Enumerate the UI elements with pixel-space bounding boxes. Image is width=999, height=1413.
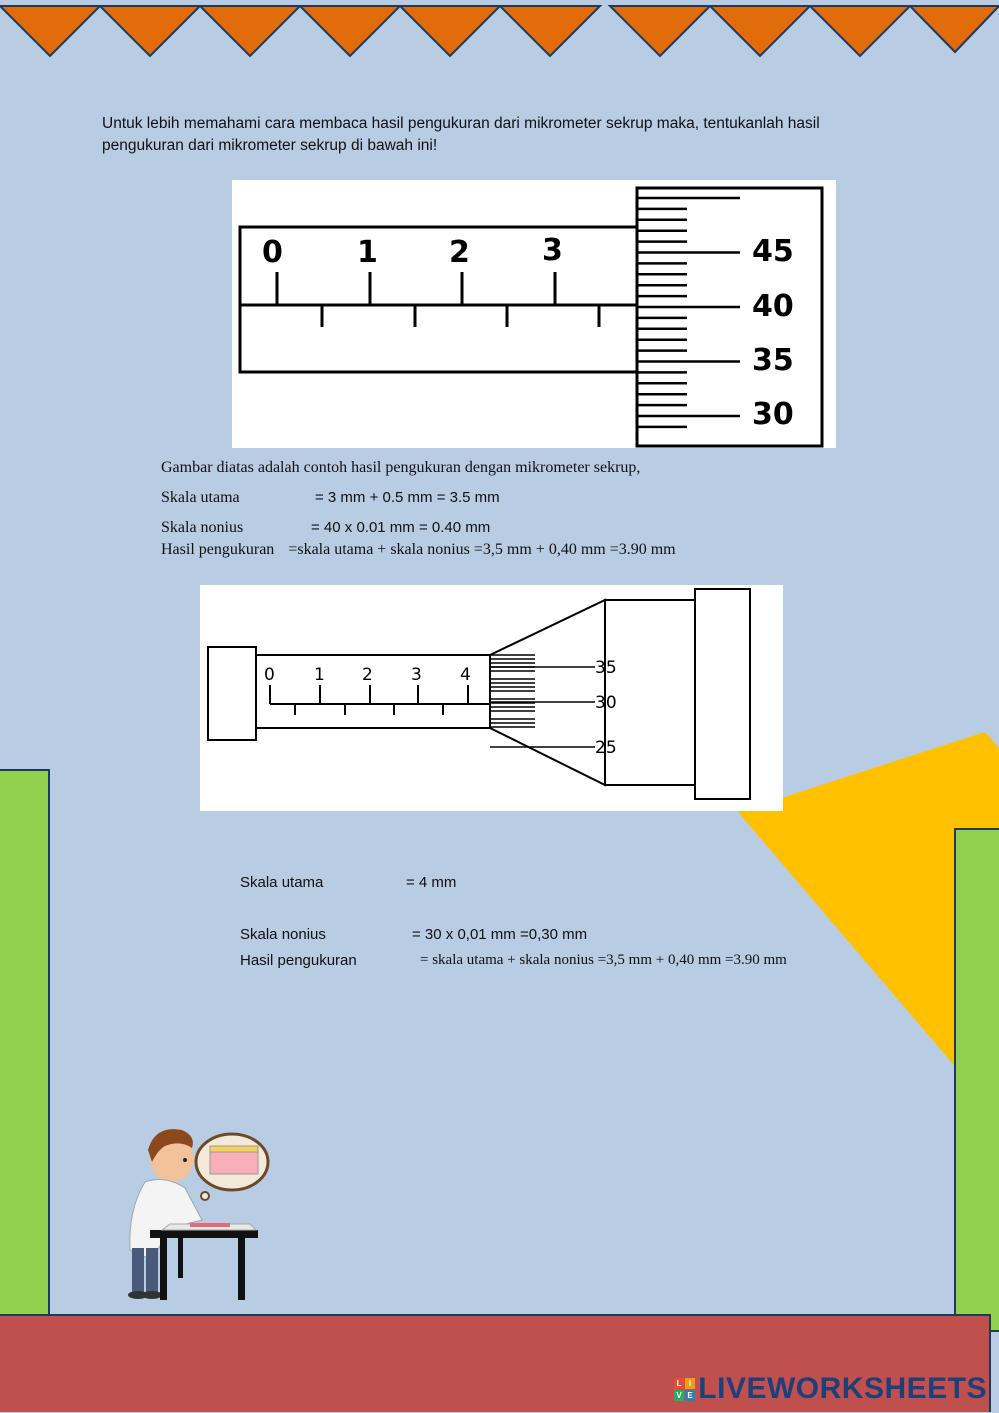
- main-scale-label: 1: [357, 235, 378, 270]
- exercise-hasil-label: Hasil pengukuran: [240, 952, 357, 969]
- thimble-scale-label: 45: [752, 234, 794, 269]
- thimble-scale-label: 35: [752, 343, 794, 378]
- micrometer-figure-exercise: [200, 585, 783, 811]
- micrometer-exercise-drawing: [200, 585, 783, 811]
- liveworksheets-logo: [674, 1372, 987, 1406]
- green-bar-left: [0, 769, 50, 1333]
- thimble-scale-label: 35: [595, 658, 617, 678]
- main-scale-label: 0: [262, 235, 283, 270]
- example-caption: Gambar diatas adalah contoh hasil pengukuran dengan mikrometer sekrup,: [161, 459, 641, 476]
- thimble-scale-label: 40: [752, 289, 794, 324]
- brand-icon-letter: I: [685, 1378, 695, 1389]
- main-scale-label: 3: [542, 233, 563, 268]
- intro-text: Untuk lebih memahami cara membaca hasil pengukuran dari mikrometer sekrup maka, tentukanlah hasil pengukuran dari mikrometer sekrup di bawah ini!: [102, 115, 820, 154]
- example-hasil-label: Hasil pengukuran: [161, 541, 275, 558]
- main-scale-label: 1: [314, 665, 325, 685]
- example-skala-utama-label: Skala utama: [161, 489, 240, 506]
- exercise-skala-nonius-label: Skala nonius: [240, 926, 326, 943]
- main-scale-label: 0: [264, 665, 275, 685]
- main-scale-label: 2: [449, 235, 470, 270]
- main-scale-label: 2: [362, 665, 373, 685]
- exercise-hasil-value: = skala utama + skala nonius =3,5 mm + 0,40 mm =3.90 mm: [420, 952, 787, 968]
- example-hasil-row: [161, 541, 676, 559]
- example-hasil-value: =skala utama + skala nonius =3,5 mm + 0,40 mm =3.90 mm: [288, 541, 676, 558]
- example-skala-nonius-value: = 40 x 0.01 mm = 0.40 mm: [311, 519, 491, 536]
- micrometer-example-drawing: [232, 180, 836, 448]
- bunting-decoration: [0, 0, 999, 62]
- brand-icon-letter: E: [685, 1390, 695, 1401]
- green-bar-right: [954, 828, 999, 1332]
- liveworksheets-icon: [674, 1378, 695, 1401]
- brand-name: LIVEWORKSHEETS: [698, 1372, 987, 1405]
- main-scale-label: 3: [411, 665, 422, 685]
- exercise-skala-utama-label: Skala utama: [240, 874, 324, 891]
- example-skala-nonius-label: Skala nonius: [161, 519, 244, 536]
- micrometer-figure-example: [232, 180, 836, 448]
- scientist-illustration: [110, 1120, 275, 1310]
- thimble-scale-label: 30: [595, 693, 617, 713]
- main-scale-label: 4: [460, 665, 471, 685]
- brand-icon-letter: L: [674, 1378, 684, 1389]
- exercise-skala-nonius-value: = 30 x 0,01 mm =0,30 mm: [412, 926, 588, 943]
- thimble-scale-label: 25: [595, 738, 617, 758]
- thimble-scale-label: 30: [752, 397, 794, 432]
- brand-icon-letter: V: [674, 1390, 684, 1401]
- example-skala-utama-value: = 3 mm + 0.5 mm = 3.5 mm: [315, 489, 500, 506]
- exercise-skala-utama-value: = 4 mm: [406, 874, 457, 891]
